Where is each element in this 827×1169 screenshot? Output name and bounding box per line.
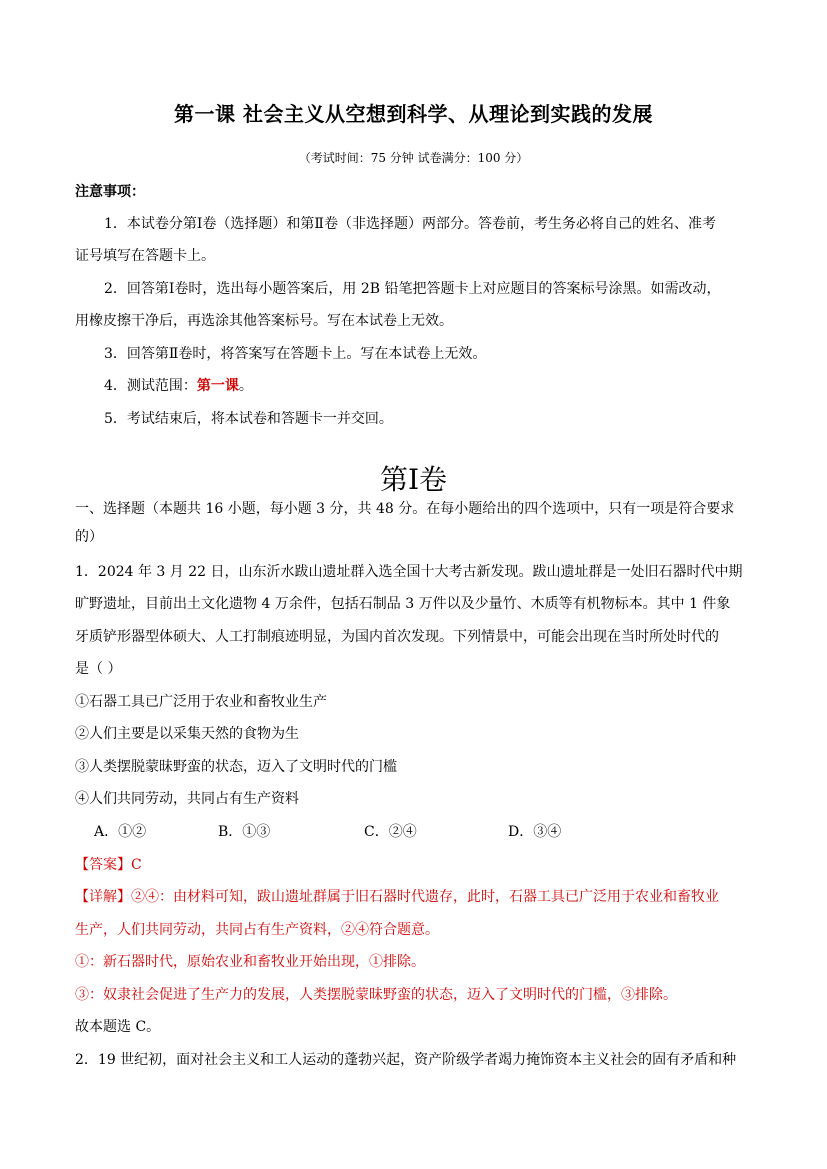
question-1-line-2: 旷野遗址，目前出土文化遗物 4 万余件，包括石制品 3 万件以及少量竹、木质等有机物标本。其中 1 件象	[75, 596, 731, 612]
part-heading: 一、选择题（本题共 16 小题，每小题 3 分，共 48 分。在每小题给出的四个选项中，只有一项是符合要求	[75, 501, 735, 517]
section-title: 第Ⅰ卷	[379, 463, 448, 496]
explanation-conclusion: 故本题选 C。	[75, 1019, 161, 1035]
explanation-line-4: ③：奴隶社会促进了生产力的发展，人类摆脱蒙昧野蛮的状态，迈入了文明时代的门槛，③排除。	[75, 987, 677, 1003]
notice-item-3: 3．回答第Ⅱ卷时，将答案写在答题卡上。写在本试卷上无效。	[104, 346, 487, 362]
part-heading-cont: 的）	[75, 529, 103, 545]
explanation-line-1: 【详解】②④：由材料可知，跋山遗址群属于旧石器时代遗存，此时，石器工具已广泛用于农业和畜牧业	[75, 889, 719, 905]
option-b: B．①③	[218, 824, 271, 840]
notice-item-1-cont: 证号填写在答题卡上。	[75, 248, 215, 264]
statement-4: ④人们共同劳动，共同占有生产资料	[75, 791, 299, 807]
statement-3: ③人类摆脱蒙昧野蛮的状态，迈入了文明时代的门槛	[75, 759, 397, 775]
explanation-line-3: ①：新石器时代，原始农业和畜牧业开始出现，①排除。	[75, 954, 425, 970]
question-2-line-1: 2．19 世纪初，面对社会主义和工人运动的蓬勃兴起，资产阶级学者竭力掩饰资本主义社会的固有矛盾和种	[75, 1052, 737, 1068]
notice-item-5: 5．考试结束后，将本试卷和答题卡一并交回。	[104, 411, 393, 427]
notice-item-1: 1．本试卷分第Ⅰ卷（选择题）和第Ⅱ卷（非选择题）两部分。答卷前，考生务必将自己的姓名、准考	[104, 216, 716, 232]
notice-heading: 注意事项：	[75, 184, 145, 200]
statement-2: ②人们主要是以采集天然的食物为生	[75, 726, 299, 742]
notice-item-4-prefix: 4．测试范围：	[104, 378, 197, 394]
explanation-line-2: 生产，人们共同劳动，共同占有生产资料，②④符合题意。	[75, 922, 439, 938]
statement-1: ①石器工具已广泛用于农业和畜牧业生产	[75, 694, 327, 710]
notice-item-2-cont: 用橡皮擦干净后，再选涂其他答案标号。写在本试卷上无效。	[75, 313, 453, 329]
question-1-line-3: 牙质铲形器型体硕大、人工打制痕迹明显，为国内首次发现。下列情景中，可能会出现在当时所处时代的	[75, 629, 719, 645]
notice-item-4	[104, 376, 784, 396]
option-a: A．①②	[94, 824, 147, 840]
question-1-line-1: 1．2024 年 3 月 22 日，山东沂水跋山遗址群入选全国十大考古新发现。跋山遗址群是一处旧石器时代中期	[75, 564, 743, 580]
exam-info: （考试时间：75 分钟 试卷满分：100 分）	[298, 151, 529, 165]
test-scope: 第一课	[196, 378, 239, 394]
answer: 【答案】C	[75, 857, 142, 873]
page-title: 第一课 社会主义从空想到科学、从理论到实践的发展	[174, 102, 653, 126]
notice-item-2: 2．回答第Ⅰ卷时，选出每小题答案后，用 2B 铅笔把答题卡上对应题目的答案标号涂黑。如需改动，	[104, 281, 721, 297]
question-1-line-4: 是（ ）	[75, 661, 122, 677]
option-d: D．③④	[508, 824, 562, 840]
notice-item-4-suffix: 。	[238, 378, 253, 394]
option-c: C．②④	[364, 824, 417, 840]
